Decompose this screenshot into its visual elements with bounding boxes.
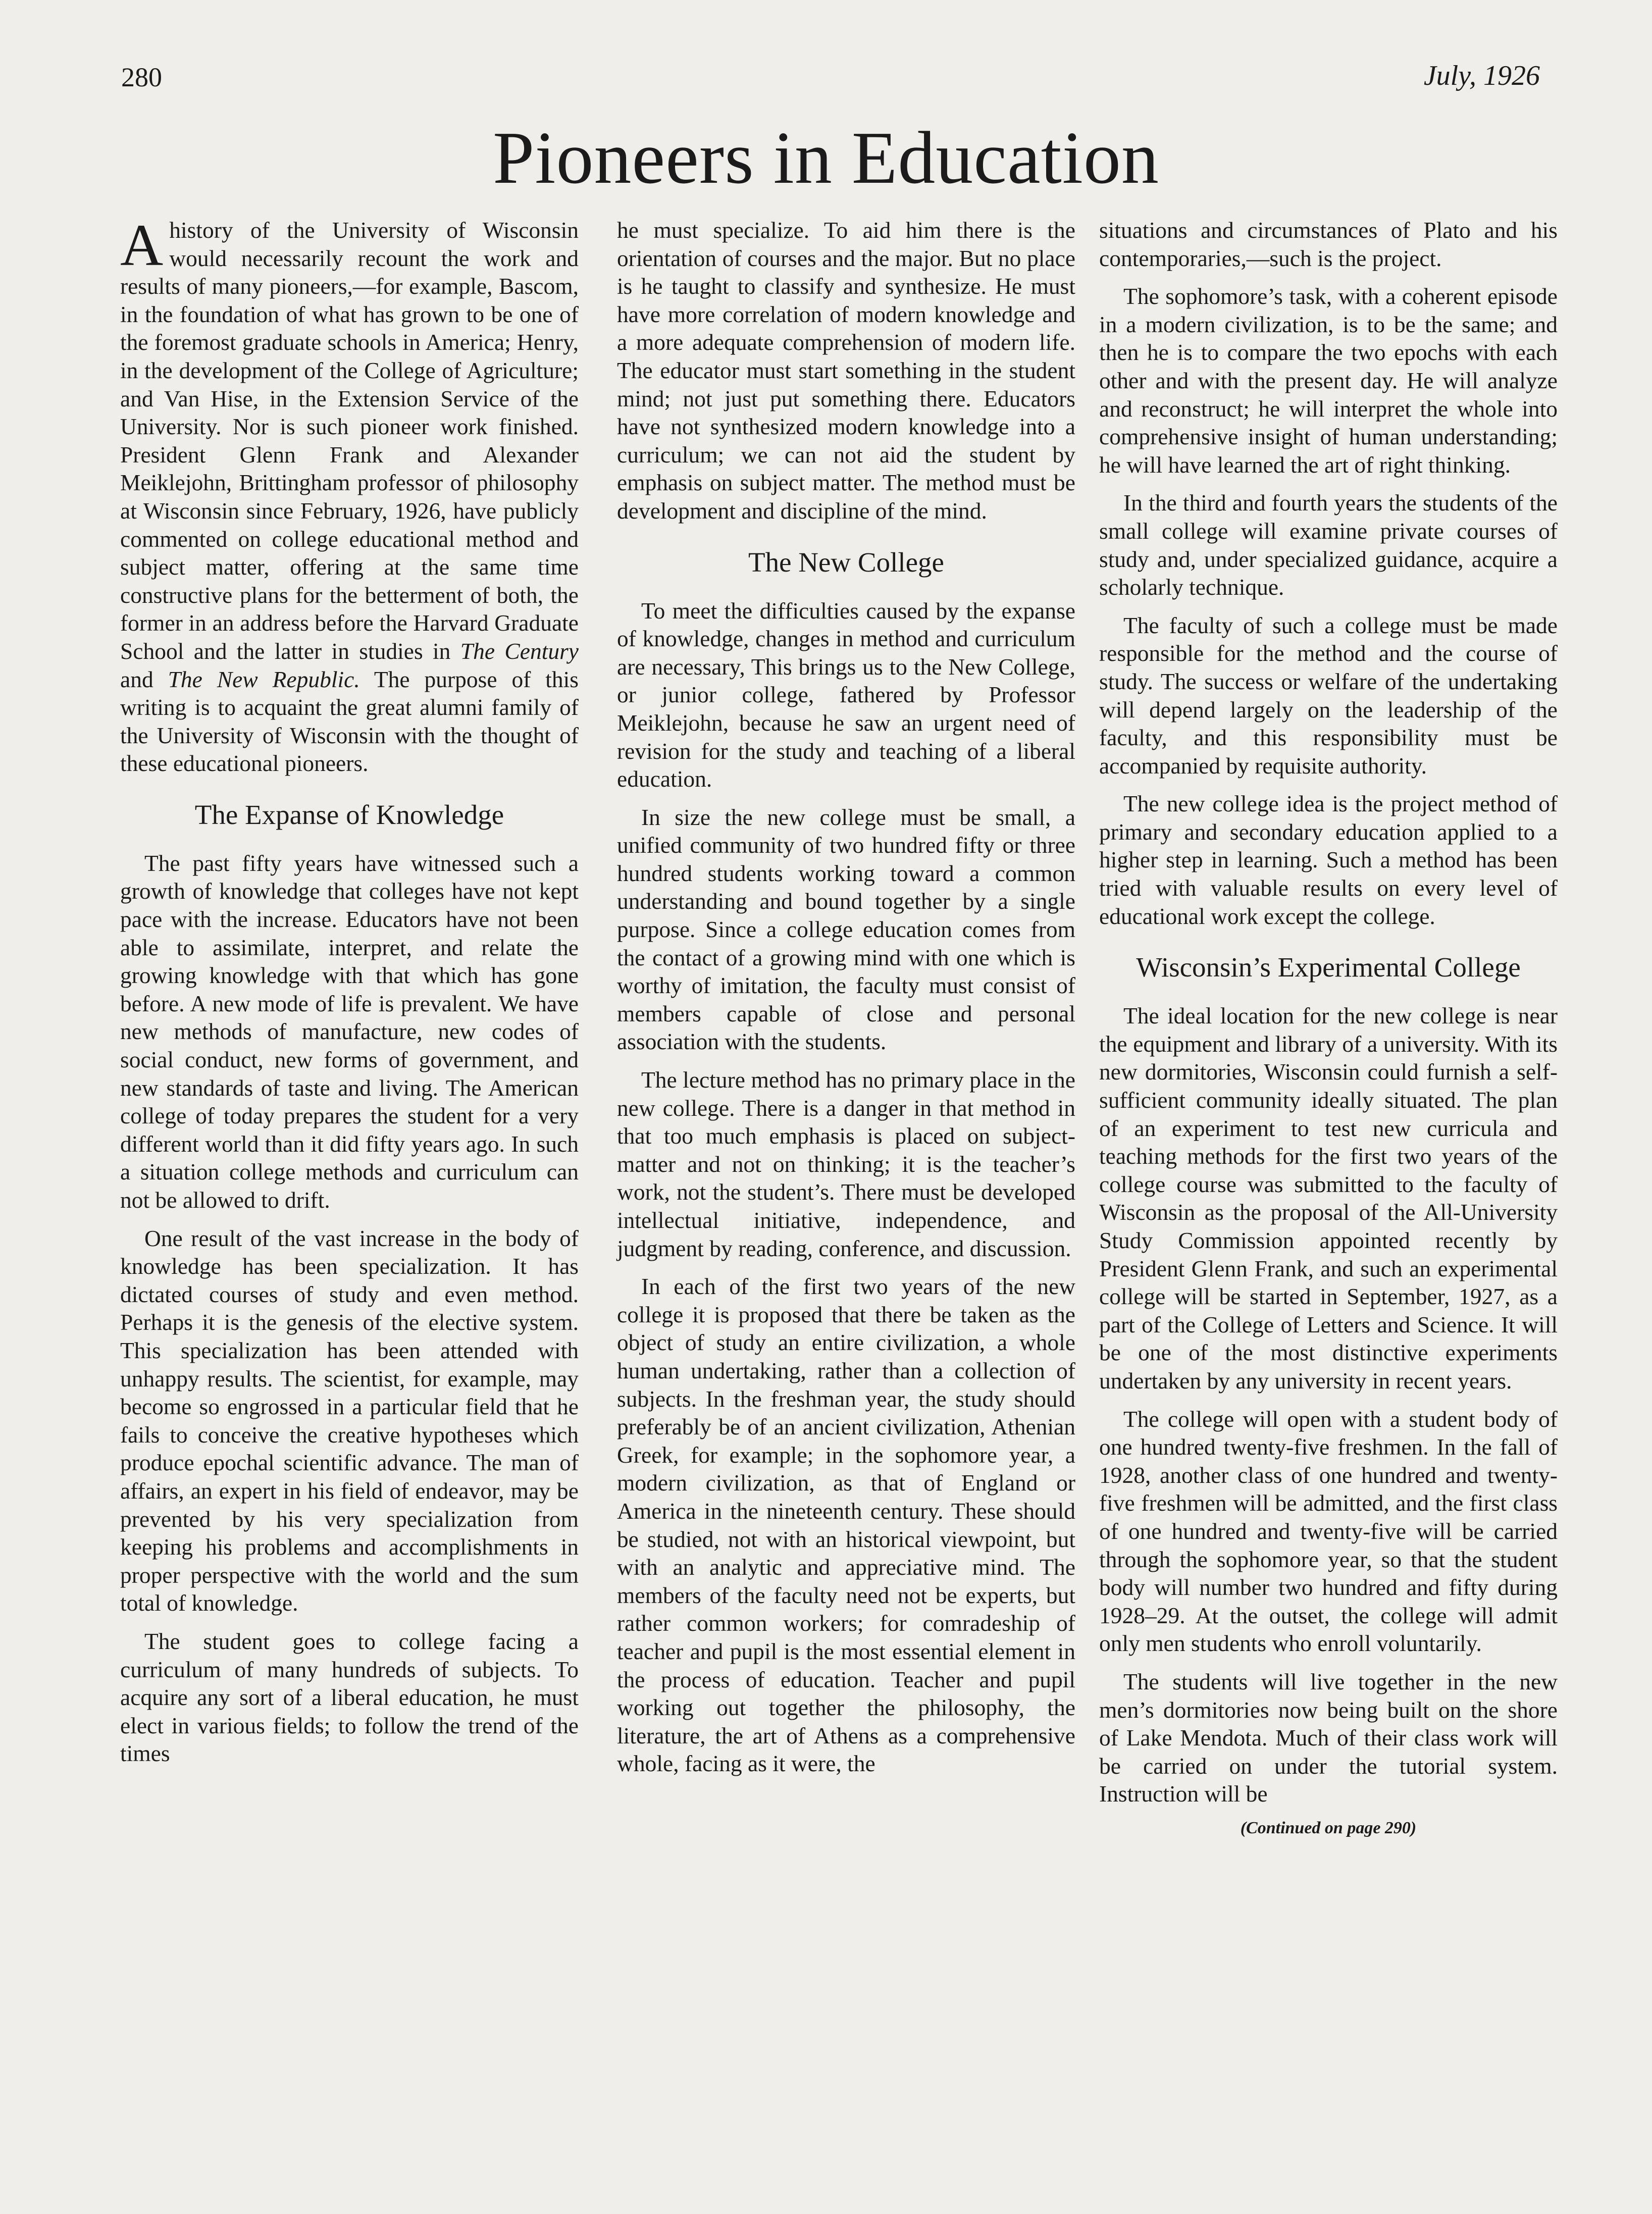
section-heading-expanse: The Expanse of Knowledge — [194, 799, 504, 830]
intro-conjunction: and — [120, 666, 153, 692]
intro-text: history of the University of Wisconsin would necessarily recount the work and results of many pioneers,—for example, Bascom, in the foundation of what has grown to be one of the foremost graduate schools in America; Henry, in the development of the College of Agriculture; and Van Hise, in the Extension Service of the University. Nor is such pioneer work finished. President Glenn Frank and Alexander Meiklejohn, Brittingham professor of philosophy at Wisconsin since February, 1926, have publicly commented on college educational method and subject matter, offering at the same time constructive plans for the betterment of both, the former in an address before the Harvard Graduate School and the latter in studies in — [120, 217, 579, 664]
paragraph: The students will live together in the new men’s dormitories now being built on the shore of Lake Mendota. Much of their class work will be carried on under the tutorial system. Instruction will be — [1099, 1668, 1558, 1807]
column-1 — [120, 212, 579, 1778]
intro-purpose: The purpose of this writing is to acquaint the great alumni family of the University of Wisconsin with the thought of these educational pioneers. — [120, 666, 579, 777]
section-heading-new-college: The New College — [748, 546, 944, 578]
paragraph: The sophomore’s task, with a coherent episode in a modern civilization, is to be the same; and then he is to compare the two epochs with each other and with the present day. He will analyze and reconstruct; he will interpret the whole into comprehensive insight of human understanding; he will have learned the art of right thinking. — [1099, 283, 1558, 478]
paragraph: The new college idea is the project method of primary and secondary education applied to a higher step in learning. Such a method has been tried with valuable results on every level of educational work except the college. — [1099, 791, 1558, 929]
drop-cap: A — [120, 212, 164, 278]
article-headline: Pioneers in Education — [493, 117, 1159, 199]
magazine-title-century: The Century — [460, 638, 579, 664]
issue-date: July, 1926 — [1423, 60, 1540, 91]
paragraph: The ideal location for the new college is near the equipment and library of a university. With its new dormitories, Wisconsin could furnish a self-sufficient community ideally situated. The plan of an experiment to test new curricula and teaching methods for the first two years of the college course was submitted to the faculty of Wisconsin as the proposal of the All-University Study Commission appointed recently by President Glenn Frank, and such an experimental college will be started in September, 1927, as a part of the College of Letters and Science. It will be one of the most distinctive experiments undertaken by any university in recent years. — [1099, 1003, 1558, 1394]
column-3 — [1099, 216, 1558, 1848]
paragraph: The lecture method has no primary place in the new college. There is a danger in that method in that too much emphasis is placed on subject-matter and not on thinking; it is the teacher’s work, not the student’s. There must be developed intellectual initiative, independence, and judgment by reading, conference, and discussion. — [617, 1067, 1075, 1261]
paragraph-continuation: situations and circumstances of Plato and his contemporaries,—such is the project. — [1099, 217, 1558, 271]
paragraph: In the third and fourth years the students of the small college will examine private courses of study and, under specialized guidance, acquire a scholarly technique. — [1099, 490, 1558, 600]
page-number: 280 — [121, 62, 162, 92]
paragraph: In size the new college must be small, a unified community of two hundred fifty or three hundred students working toward a common understanding and bound together by a single purpose. Since a college education comes from the contact of a growing mind with one which is worthy of imitation, the faculty must consist of members capable of close and personal association with the students. — [617, 804, 1075, 1055]
magazine-title-new-republic: The New Republic. — [168, 666, 360, 692]
paragraph: One result of the vast increase in the body of knowledge has been specialization. It has dictated courses of study and even method. Perhaps it is the genesis of the elective system. This specialization has been attended with unhappy results. The scientist, for example, may become so engrossed in a particular field that he fails to conceive the creative hypotheses which produce epochal scientific advance. The man of affairs, an expert in his field of endeavor, may be prevented by his very specialization from keeping his problems and accomplishments in proper perspective with the world and the sum total of knowledge. — [120, 1225, 579, 1616]
paragraph: The faculty of such a college must be made responsible for the method and the course of study. The success or welfare of the undertaking will depend largely on the leadership of the faculty, and this responsibility must be accompanied by requisite authority. — [1099, 612, 1558, 779]
intro-paragraph — [120, 212, 579, 778]
paragraph: The college will open with a student body of one hundred twenty-five freshmen. In the fall of 1928, another class of one hundred and twenty-five freshmen will be admitted, and the first class of one hundred and twenty-five will be carried through the sophomore year, so that the student body will number two hundred and fifty during 1928–29. At the outset, the college will admit only men students who enroll voluntarily. — [1099, 1406, 1558, 1657]
paragraph: The past fifty years have witnessed such a growth of knowledge that colleges have not kept pace with the increase. Educators have not been able to assimilate, interpret, and relate the growing knowledge with that which has gone before. A new mode of life is prevalent. We have new methods of manufacture, new codes of social conduct, new forms of government, and new standards of taste and living. The American college of today prepares the student for a very different world than it did fifty years ago. In such a situation college methods and curriculum can not be allowed to drift. — [120, 850, 579, 1213]
paragraph-continuation: he must specialize. To aid him there is the orientation of courses and the major. But no place is he taught to classify and synthesize. He must have more correlation of modern knowledge and a more adequate comprehension of modern life. The educator must start something in the student mind; not just put something there. Educators have not synthesized modern knowledge into a curriculum; we can not aid the student by emphasis on subject matter. The method must be development and discipline of the mind. — [617, 217, 1075, 524]
column-2 — [617, 216, 1075, 1788]
section-heading-experimental-college: Wisconsin’s Experimental College — [1136, 952, 1521, 983]
paragraph: The student goes to college facing a curriculum of many hundreds of subjects. To acquire any sort of a liberal education, he must elect in various fields; to follow the trend of the times — [120, 1628, 579, 1767]
paragraph: In each of the first two years of the new college it is proposed that there be taken as the object of study an entire civilization, a whole human undertaking, rather than a collection of subjects. In the freshman year, the study should preferably be of an ancient civilization, Athenian Greek, for example; in the sophomore year, a modern civilization, as that of England or America in the nineteenth century. These should be studied, not with an historical viewpoint, but with an analytic and appreciative mind. The members of the faculty need not be experts, but rather common workers; for comradeship of teacher and pupil is the most essential element in the process of education. Teacher and pupil working out together the philosophy, the literature, the art of Athens as a comprehensive whole, facing as it were, the — [617, 1273, 1075, 1777]
continued-note: (Continued on page 290) — [1240, 1818, 1417, 1837]
paragraph: To meet the difficulties caused by the expanse of knowledge, changes in method and curriculum are necessary, This brings us to the New College, or junior college, fathered by Professor Meiklejohn, because he saw an urgent need of revision for the study and teaching of a liberal education. — [617, 597, 1075, 792]
